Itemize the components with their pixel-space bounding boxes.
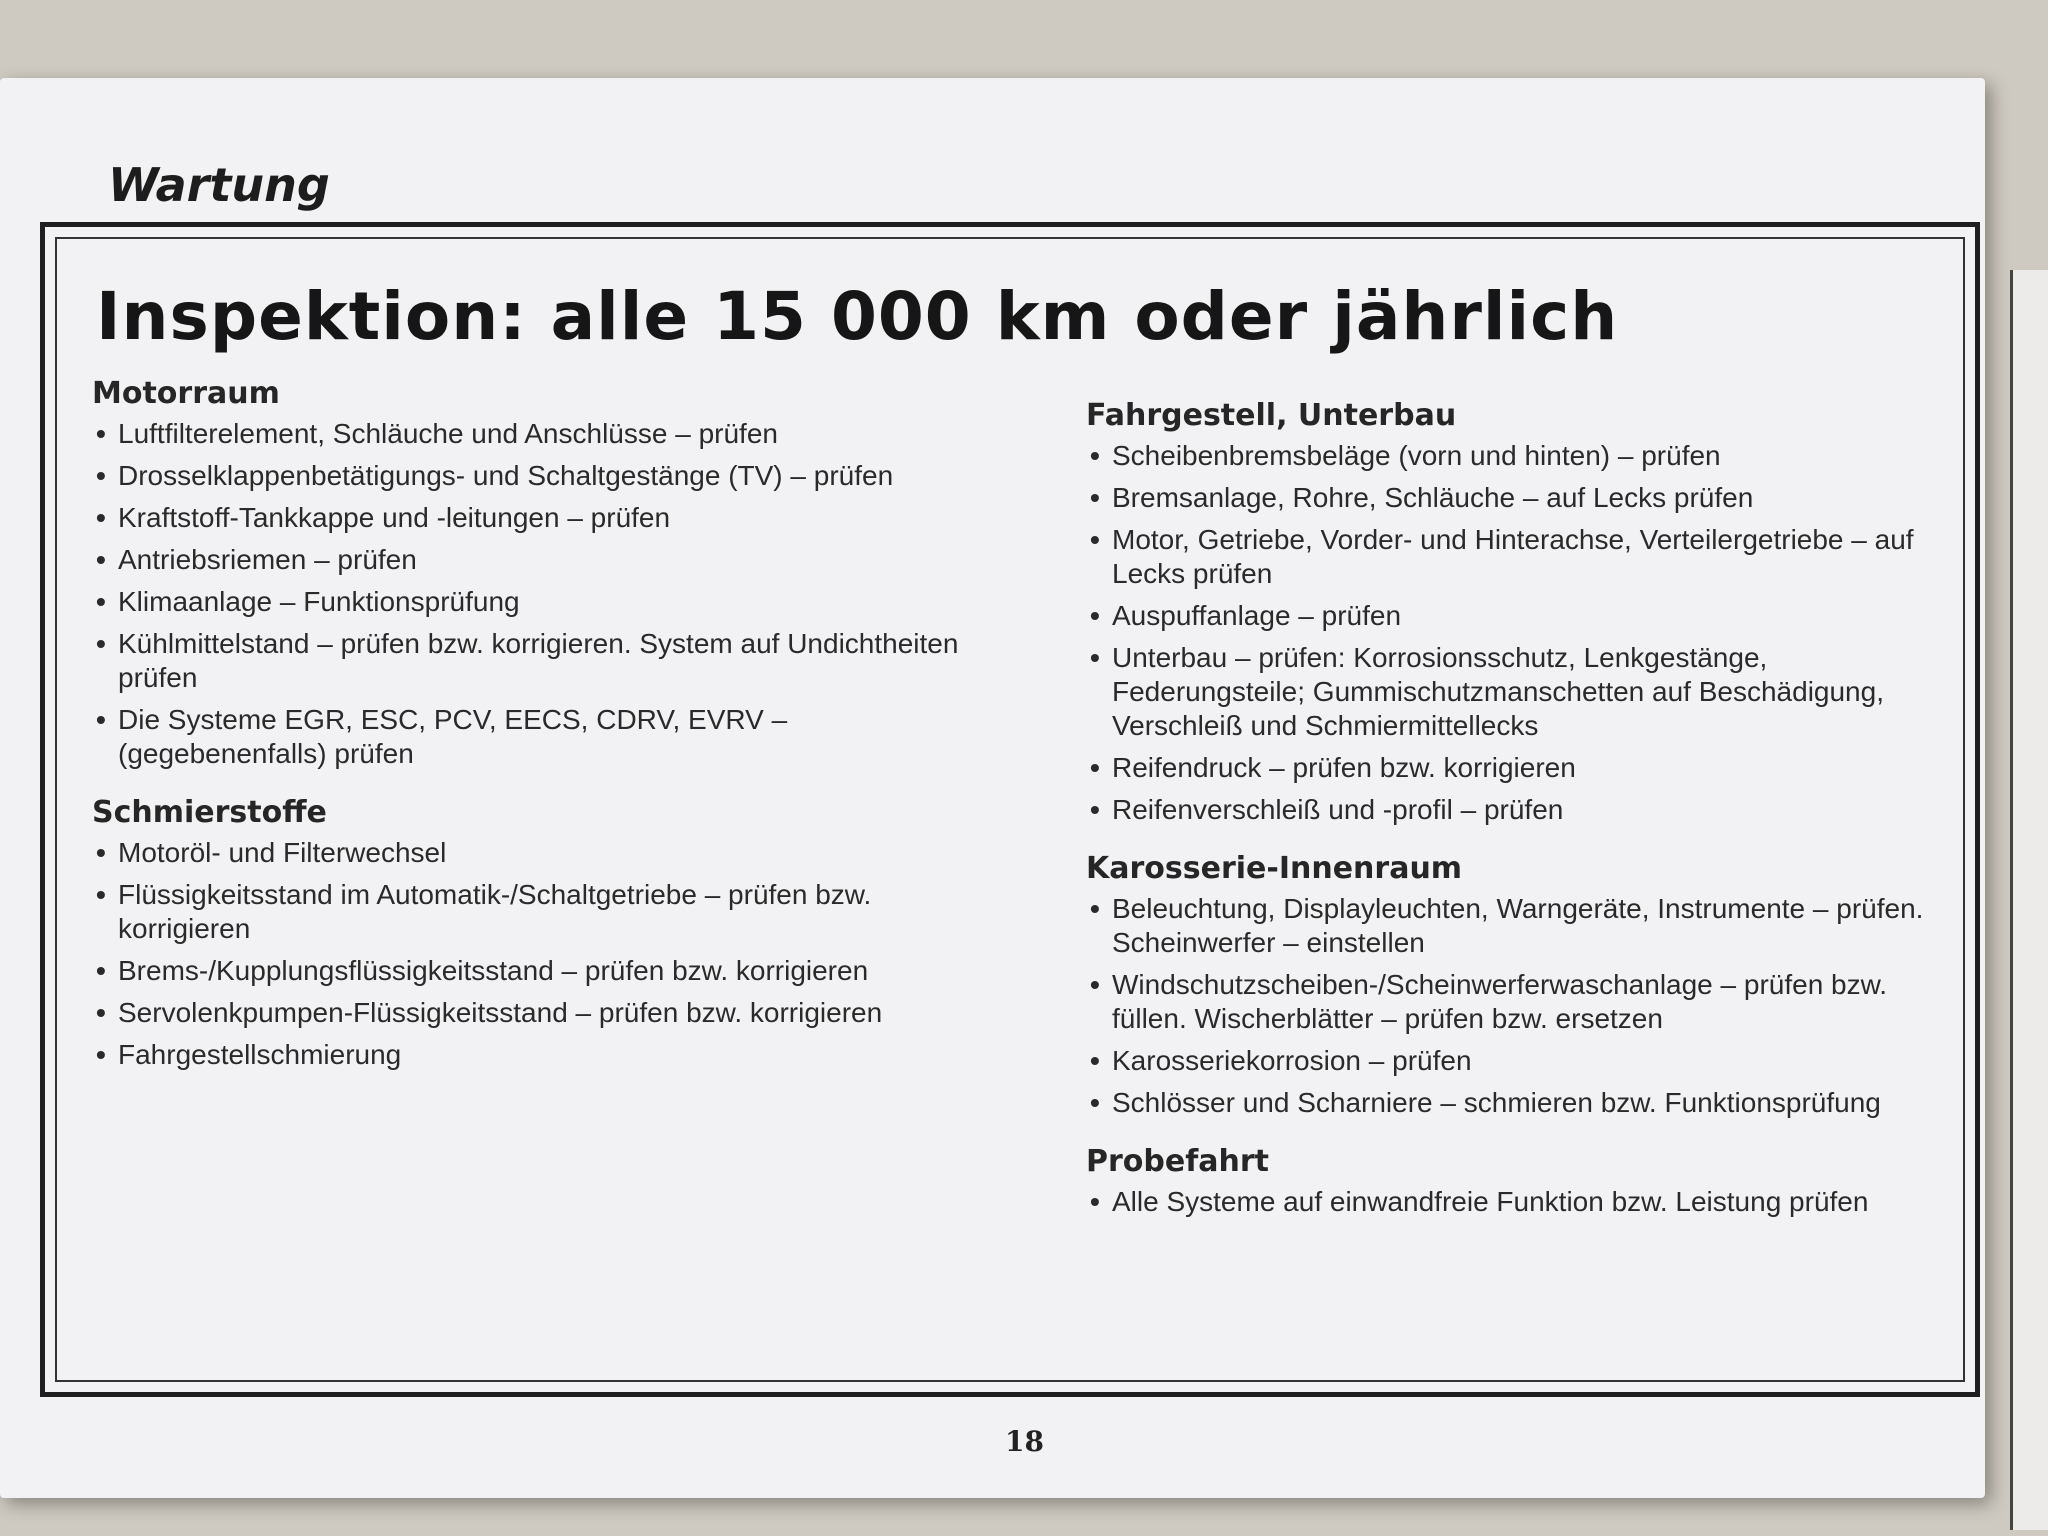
bullet-icon: • [1090,642,1100,673]
bullet-icon: • [1090,1186,1100,1217]
item-list [92,417,972,771]
group-fahrgestell [1086,398,1926,827]
page-number: 18 [1005,1425,1044,1458]
bullet-icon: • [96,628,106,659]
bullet-icon: • [96,704,106,735]
item-list [1086,892,1926,1120]
page-title: Inspektion: alle 15 000 km oder jährlich [96,278,1619,355]
bullet-icon: • [1090,1045,1100,1076]
list-item: • Reifendruck – prüfen bzw. korrigieren [1090,752,1576,783]
list-item: • Reifenverschleiß und -profil – prüfen [1090,794,1564,825]
group-heading: Schmierstoffe [92,795,327,830]
bullet-icon: • [1090,1087,1100,1118]
item-list [1086,1185,1926,1219]
left-column [92,376,972,1096]
bullet-icon: • [1090,482,1100,513]
list-item: • Antriebsriemen – prüfen [96,544,417,575]
bullet-icon: • [96,502,106,533]
list-item: • Beleuchtung, Displayleuchten, Warngeräte, Instrumente – prüfen. Scheinwerfer – einstellen [1090,893,1924,958]
bullet-icon: • [1090,524,1100,555]
list-item: • Bremsanlage, Rohre, Schläuche – auf Lecks prüfen [1090,482,1754,513]
list-item: • Schlösser und Scharniere – schmieren bzw. Funktionsprüfung [1090,1087,1881,1118]
group-heading: Probefahrt [1086,1144,1270,1179]
bullet-icon: • [1090,969,1100,1000]
list-item: • Brems-/Kupplungsflüssigkeitsstand – prüfen bzw. korrigieren [96,955,869,986]
list-item: • Windschutzscheiben-/Scheinwerferwaschanlage – prüfen bzw. füllen. Wischerblätter – prüfen bzw. ersetzen [1090,969,1888,1034]
list-item: • Alle Systeme auf einwandfreie Funktion bzw. Leistung prüfen [1090,1186,1869,1217]
bullet-icon: • [1090,440,1100,471]
group-probefahrt [1086,1144,1926,1219]
list-item: • Drosselklappenbetätigungs- und Schaltgestänge (TV) – prüfen [96,460,894,491]
list-item: • Motor, Getriebe, Vorder- und Hinterachse, Verteilergetriebe – auf Lecks prüfen [1090,524,1914,589]
bullet-icon: • [1090,893,1100,924]
bullet-icon: • [96,1039,106,1070]
section-label: Wartung [108,158,330,212]
bullet-icon: • [96,879,106,910]
list-item: • Servolenkpumpen-Flüssigkeitsstand – prüfen bzw. korrigieren [96,997,883,1028]
list-item: • Luftfilterelement, Schläuche und Anschlüsse – prüfen [96,418,778,449]
group-heading: Fahrgestell, Unterbau [1086,398,1457,433]
bullet-icon: • [96,955,106,986]
list-item: • Karosseriekorrosion – prüfen [1090,1045,1472,1076]
right-column [1086,398,1926,1243]
list-item: • Auspuffanlage – prüfen [1090,600,1402,631]
list-item: • Die Systeme EGR, ESC, PCV, EECS, CDRV, EVRV – (gegebenenfalls) prüfen [96,704,788,769]
adjacent-page-edge [2010,270,2048,1530]
group-motorraum [92,376,972,771]
group-schmierstoffe [92,795,972,1072]
list-item: • Motoröl- und Filterwechsel [96,837,447,868]
item-list [1086,439,1926,827]
bullet-icon: • [96,418,106,449]
list-item: • Klimaanlage – Funktionsprüfung [96,586,520,617]
item-list [92,836,972,1072]
bullet-icon: • [96,837,106,868]
group-karosserie [1086,851,1926,1120]
list-item: • Scheibenbremsbeläge (vorn und hinten) – prüfen [1090,440,1721,471]
bullet-icon: • [96,997,106,1028]
list-item: • Flüssigkeitsstand im Automatik-/Schaltgetriebe – prüfen bzw. korrigieren [96,879,872,944]
list-item: • Unterbau – prüfen: Korrosionsschutz, Lenkgestänge, Federungsteile; Gummischutzmanschetten auf Beschädigung, Verschleiß und Schmiermittellecks [1090,642,1884,741]
bullet-icon: • [1090,600,1100,631]
bullet-icon: • [96,544,106,575]
group-heading: Karosserie-Innenraum [1086,851,1463,886]
bullet-icon: • [96,460,106,491]
bullet-icon: • [1090,794,1100,825]
list-item: • Kraftstoff-Tankkappe und -leitungen – prüfen [96,502,671,533]
list-item: • Fahrgestellschmierung [96,1039,402,1070]
list-item: • Kühlmittelstand – prüfen bzw. korrigieren. System auf Undichtheiten prüfen [96,628,959,693]
bullet-icon: • [96,586,106,617]
bullet-icon: • [1090,752,1100,783]
group-heading: Motorraum [92,376,280,411]
